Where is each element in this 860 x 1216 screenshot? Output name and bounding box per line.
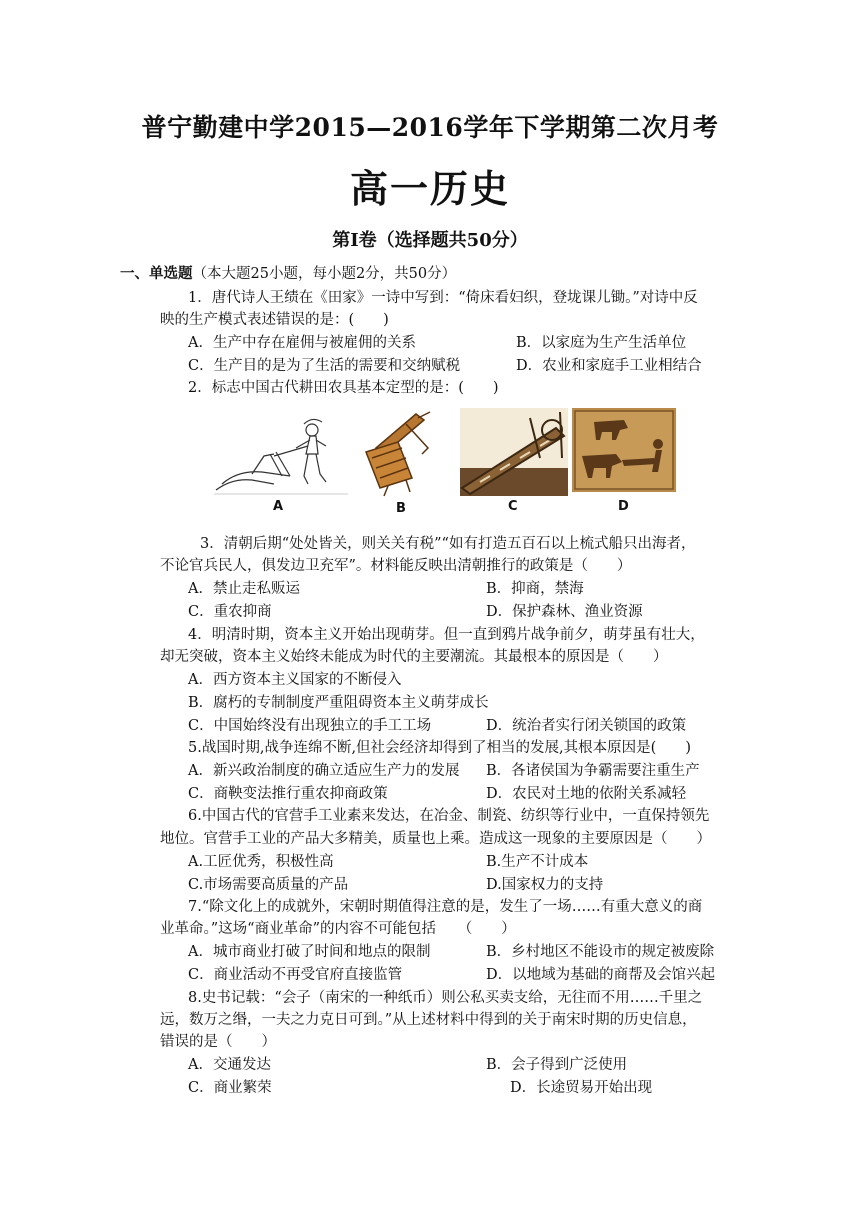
q3-option-d: D．保护森林、渔业资源 [486, 604, 643, 620]
q4-option-a: A．西方资本主义国家的不断侵入 [188, 672, 402, 688]
q3-option-a: A．禁止走私贩运 [188, 581, 300, 597]
q7-option-c: C．商业活动不再受官府直接监管 [188, 967, 403, 983]
q7-stem-line1: 7.“除文化上的成就外，宋朝时期值得注意的是，发生了一场……有重大意义的商 [188, 899, 703, 915]
section-note: （本大题25小题，每小题2分，共50分） [192, 266, 457, 282]
part-title: 第Ⅰ卷（选择题共50分） [332, 230, 528, 251]
q8-option-c: C．商业繁荣 [188, 1080, 272, 1096]
q1-stem-line1: 1．唐代诗人王绩在《田家》一诗中写到：“倚床看妇织，登垅课儿锄。”对诗中反 [188, 290, 698, 306]
plough-sketch-image-a [212, 414, 352, 496]
q3-stem-line2: 不论官兵民人，俱发边卫充军”。材料能反映出清朝推行的政策是（ ） [160, 558, 632, 574]
wooden-tool-image-b [358, 408, 438, 498]
q7-option-b: B．乡村地区不能设市的规定被废除 [486, 944, 715, 960]
q8-stem-line3: 错误的是（ ） [160, 1034, 276, 1050]
exam-title: 普宁勤建中学2015—2016学年下学期第二次月考 [141, 113, 719, 142]
picture-label-d: D [618, 499, 629, 514]
q7-option-a: A．城市商业打破了时间和地点的限制 [188, 944, 431, 960]
q4-stem-line1: 4．明清时期，资本主义开始出现萌芽。但一直到鸦片战争前夕，萌芽虽有壮大， [188, 627, 705, 643]
q5-option-c: C．商鞅变法推行重农抑商政策 [188, 786, 388, 802]
q6-option-b: B.生产不计成本 [486, 854, 589, 870]
ox-plough-relief-image-d [572, 408, 676, 492]
q1-option-a: A．生产中存在雇佣与被雇佣的关系 [188, 335, 416, 351]
q6-stem-line2: 地位。官营手工业的产品大多精美，质量也上乘。造成这一现象的主要原因是（ ） [160, 831, 711, 847]
q5-stem-line1: 5.战国时期,战争连绵不断,但社会经济却得到了相当的发展,其根本原因是( ) [188, 740, 691, 756]
q6-option-d: D.国家权力的支持 [486, 877, 604, 893]
picture-label-b: B [396, 501, 406, 516]
q3-option-b: B．抑商，禁海 [486, 581, 584, 597]
q6-option-a: A.工匠优秀，积极性高 [188, 854, 334, 870]
q8-stem-line2: 远，数万之缗，一夫之力克日可到。”从上述材料中得到的关于南宋时期的历史信息， [160, 1012, 697, 1028]
q1-option-d: D．农业和家庭手工业相结合 [516, 358, 702, 374]
q3-stem-line1: 3．清朝后期“处处皆关，则关关有税”“如有打造五百石以上梳式船只出海者， [200, 536, 696, 552]
q6-stem-line1: 6.中国古代的官营手工业素来发达，在冶金、制瓷、纺织等行业中，一直保持领先 [188, 808, 710, 824]
q8-option-b: B．会子得到广泛使用 [486, 1057, 628, 1073]
q1-option-b: B．以家庭为生产生活单位 [516, 335, 687, 351]
section-heading [120, 264, 456, 284]
q5-option-a: A．新兴政治制度的确立适应生产力的发展 [188, 763, 460, 779]
q4-option-b: B．腐朽的专制制度严重阻碍资本主义萌芽成长 [188, 695, 489, 711]
q5-option-b: B．各诸侯国为争霸需要注重生产 [486, 763, 700, 779]
q4-option-d: D．统治者实行闭关锁国的政策 [486, 718, 687, 734]
q8-option-d: D．长途贸易开始出现 [510, 1080, 653, 1096]
q7-option-d: D．以地域为基础的商帮及会馆兴起 [486, 967, 716, 983]
q3-option-c: C．重农抑商 [188, 604, 272, 620]
q4-stem-line2: 却无突破，资本主义始终未能成为时代的主要潮流。其最根本的原因是（ ） [160, 649, 668, 665]
subject-title: 高一历史 [349, 166, 510, 211]
q6-option-c: C.市场需要高质量的产品 [188, 877, 349, 893]
picture-label-a: A [273, 499, 284, 514]
q2-stem-line1: 2．标志中国古代耕田农具基本定型的是：( ) [188, 380, 499, 396]
q7-stem-line2: 业革命。”这场“商业革命”的内容不可能包括 （ ） [160, 921, 516, 937]
q1-option-c: C．生产目的是为了生活的需要和交纳赋税 [188, 358, 461, 374]
q1-stem-line2: 映的生产模式表述错误的是：( ) [160, 312, 389, 328]
q5-option-d: D．农民对土地的依附关系减轻 [486, 786, 687, 802]
picture-label-c: C [508, 499, 518, 514]
section-label: 一、单选题 [120, 265, 193, 282]
q4-option-c: C．中国始终没有出现独立的手工工场 [188, 718, 432, 734]
water-wheel-image-c [460, 408, 568, 496]
q8-option-a: A．交通发达 [188, 1057, 271, 1073]
q8-stem-line1: 8.史书记载：“会子（南宋的一种纸币）则公私买卖支给，无往而不用……千里之 [188, 990, 703, 1006]
